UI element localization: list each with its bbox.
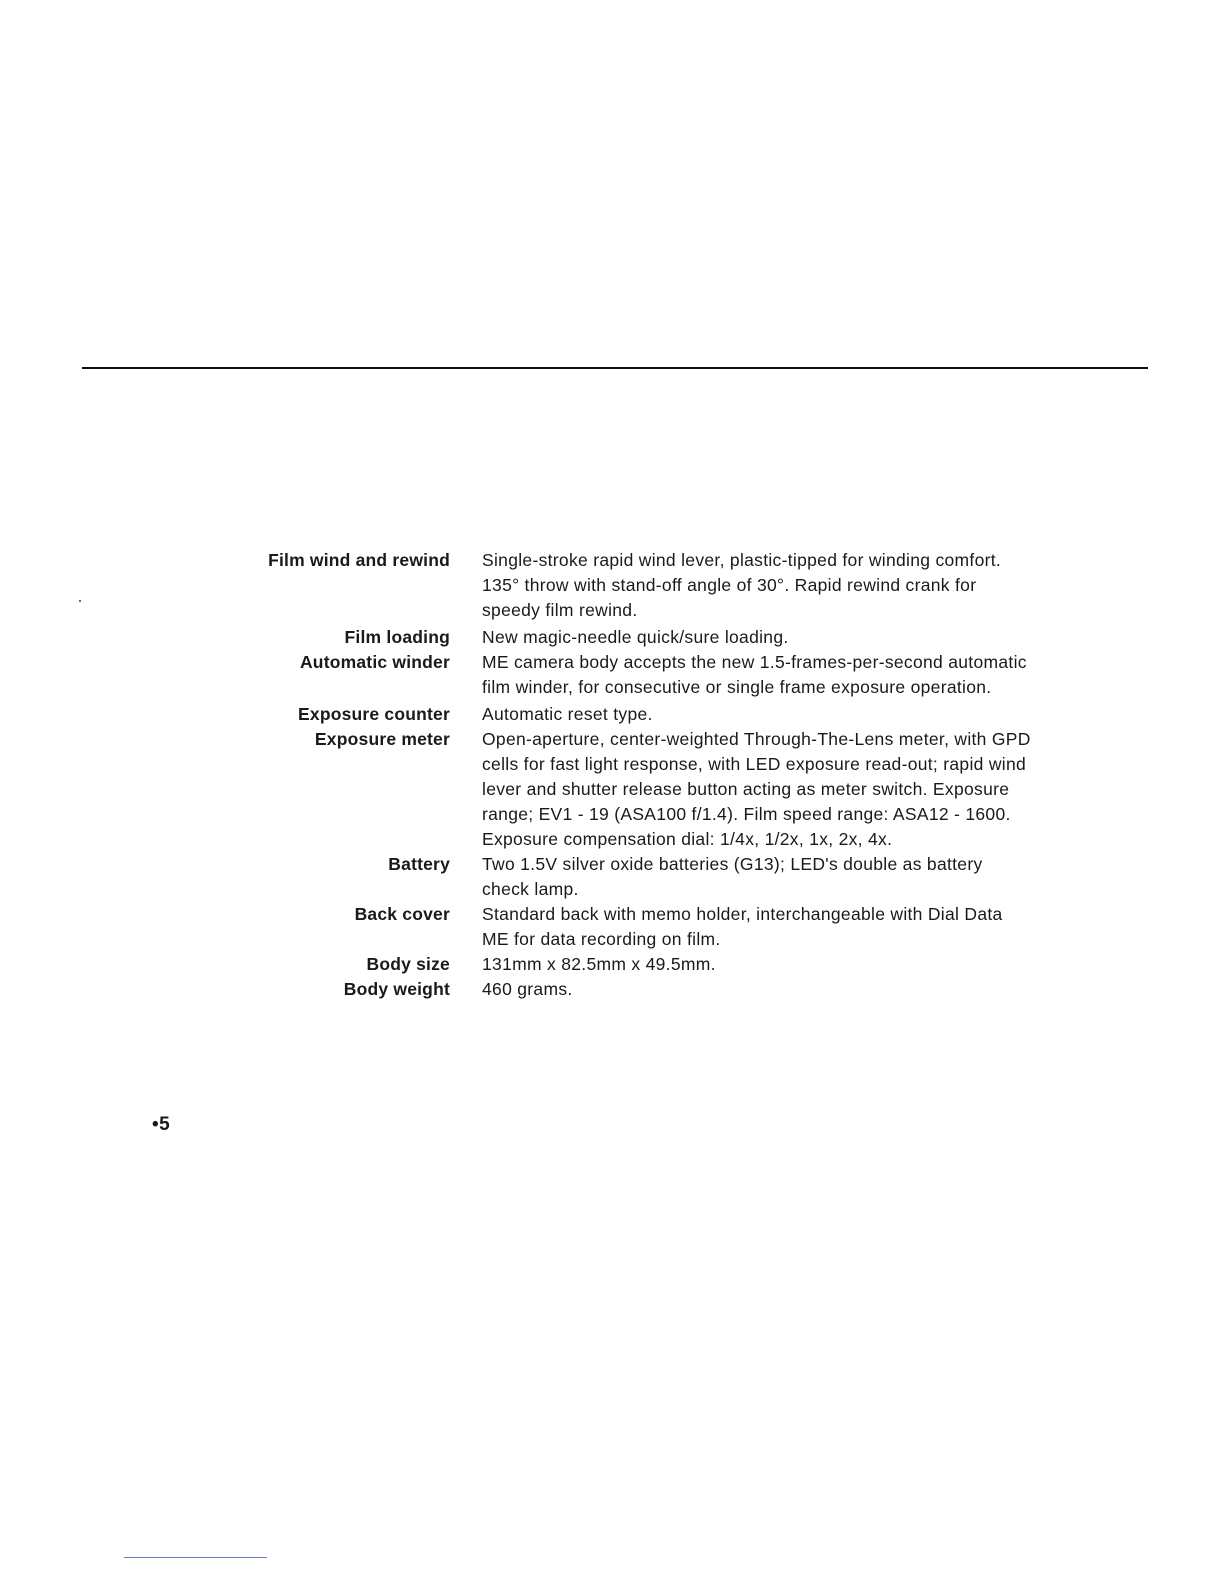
- spec-line: ME camera body accepts the new 1.5-frames-per-second automatic: [482, 652, 1027, 672]
- spec-label: Body weight: [343, 979, 450, 999]
- spec-label: Automatic winder: [299, 652, 450, 672]
- spec-line: Open-aperture, center-weighted Through-The-Lens meter, with GPD: [482, 729, 1031, 749]
- spec-table: [220, 548, 1120, 1002]
- spec-row-body-size: [220, 952, 1120, 977]
- spec-value: [482, 977, 1112, 1002]
- spec-line: 131mm x 82.5mm x 49.5mm.: [482, 954, 716, 974]
- spec-label: Battery: [388, 854, 450, 874]
- spec-line: 460 grams.: [482, 979, 573, 999]
- spec-label: Exposure counter: [298, 704, 450, 724]
- spec-value: [482, 727, 1112, 852]
- spec-label: Body size: [366, 954, 450, 974]
- spec-label: Back cover: [354, 904, 450, 924]
- spec-row-body-weight: [220, 977, 1120, 1002]
- spec-line: Two 1.5V silver oxide batteries (G13); LED's double as battery: [482, 854, 983, 874]
- spec-line: range; EV1 - 19 (ASA100 f/1.4). Film speed range: ASA12 - 1600.: [482, 804, 1011, 824]
- spec-value: [482, 702, 1112, 727]
- spec-value: [482, 852, 1112, 902]
- spec-row-back-cover: [220, 902, 1120, 952]
- spec-line: Automatic reset type.: [482, 704, 653, 724]
- spec-line: ME for data recording on film.: [482, 929, 721, 949]
- spec-label: Film wind and rewind: [268, 550, 450, 570]
- spec-line: speedy film rewind.: [482, 600, 638, 620]
- bottom-divider: [124, 1557, 267, 1558]
- spec-line: New magic-needle quick/sure loading.: [482, 627, 789, 647]
- spec-value: [482, 952, 1112, 977]
- spec-value: [482, 902, 1112, 952]
- spec-line: lever and shutter release button acting as meter switch. Exposure: [482, 779, 1010, 799]
- spec-row-film-loading: [220, 625, 1120, 650]
- spec-line: check lamp.: [482, 879, 579, 899]
- spec-label: Exposure meter: [314, 729, 450, 749]
- spec-row-exposure-meter: [220, 727, 1120, 852]
- spec-line: film winder, for consecutive or single frame exposure operation.: [482, 677, 992, 697]
- spec-value: [482, 548, 1112, 623]
- spec-row-exposure-counter: [220, 702, 1120, 727]
- spec-row-battery: [220, 852, 1120, 902]
- top-divider: [82, 367, 1148, 369]
- spec-line: Single-stroke rapid wind lever, plastic-tipped for winding comfort.: [482, 550, 1002, 570]
- spec-value: [482, 650, 1112, 700]
- spec-row-film-wind: [220, 548, 1120, 623]
- scan-speck: [79, 600, 81, 602]
- spec-line: 135° throw with stand-off angle of 30°. Rapid rewind crank for: [482, 575, 977, 595]
- spec-label: Film loading: [344, 627, 450, 647]
- spec-value: [482, 625, 1112, 650]
- spec-line: Exposure compensation dial: 1/4x, 1/2x, 1x, 2x, 4x.: [482, 829, 893, 849]
- page-number: •5: [152, 1114, 171, 1135]
- spec-line: cells for fast light response, with LED exposure read-out; rapid wind: [482, 754, 1027, 774]
- spec-line: Standard back with memo holder, interchangeable with Dial Data: [482, 904, 1003, 924]
- spec-row-automatic-winder: [220, 650, 1120, 700]
